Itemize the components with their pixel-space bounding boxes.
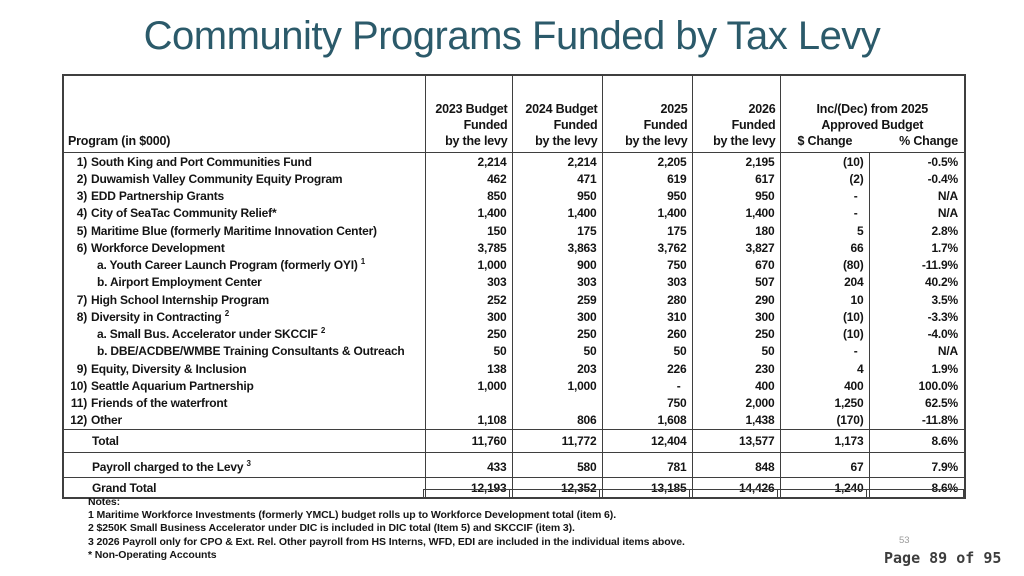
value-cell: (10) [780,326,869,343]
value-cell: 1.9% [931,361,958,376]
value-cell: 7.9% [869,453,964,478]
value-cell: 250 [692,326,780,343]
value-cell: -3.3% [927,309,958,324]
value-cell: 50 [425,343,512,360]
value-cell: (2) [780,170,869,187]
value-cell: 750 [602,395,692,412]
program-label: b. Airport Employment Center [64,274,425,291]
page-number-small: 53 [899,535,910,546]
value-cell: 203 [512,360,602,377]
table-row [64,153,964,171]
value-cell: 50 [602,343,692,360]
table-row [64,205,964,222]
column-header-2024-budget: 2024 Budget Funded by the levy [512,76,602,153]
value-cell: 1,240 [780,478,869,498]
value-cell: 3,863 [512,239,602,256]
value-cell: 781 [602,453,692,478]
value-cell: 250 [512,326,602,343]
budget-table-grid [64,76,964,497]
value-cell: 2,205 [602,153,692,171]
value-cell: - [780,205,869,222]
value-cell: 50 [512,343,602,360]
value-cell: 2.8% [931,223,958,238]
program-label: 1) South King and Port Communities Fund [64,153,425,171]
table-row [64,274,964,291]
table-row [64,453,964,478]
value-cell: 1,000 [512,377,602,394]
value-cell: -11.8% [921,413,958,428]
value-cell: 848 [692,453,780,478]
table-row [64,188,964,205]
value-cell: 950 [602,188,692,205]
column-header-2023-budget: 2023 Budget Funded by the levy [425,76,512,153]
value-cell: N/A [937,344,958,359]
value-cell: 5 [780,222,869,239]
value-cell: 180 [692,222,780,239]
value-cell: (10) [780,308,869,325]
notes [88,496,685,562]
value-cell: 2,214 [425,153,512,171]
value-cell: 300 [692,308,780,325]
value-cell: 303 [425,274,512,291]
value-cell: 230 [692,360,780,377]
value-cell: (80) [780,257,869,274]
value-cell: 260 [602,326,692,343]
value-cell: 1,400 [692,205,780,222]
program-label: Grand Total [64,478,425,498]
program-label: 7) High School Internship Program [64,291,425,308]
value-cell: N/A [937,189,958,204]
value-cell: - [602,377,692,394]
value-cell: 619 [602,170,692,187]
value-cell: 1.7% [931,240,958,255]
value-cell: -0.5% [927,154,958,169]
value-cell: 226 [602,360,692,377]
program-label: b. DBE/ACDBE/WMBE Training Consultants & Outreach [64,343,425,360]
value-cell: 8.6% [931,480,958,495]
table-row [64,343,964,360]
value-cell: (170) [780,412,869,430]
value-cell: 13,185 [602,478,692,498]
note-line: * Non-Operating Accounts [88,548,217,561]
value-cell: 8.6% [869,430,964,453]
value-cell: 1,108 [425,412,512,430]
value-cell: - [780,343,869,360]
percent-change-label: % Change [899,134,958,148]
page-number: Page 89 of 95 [884,549,1002,567]
value-cell: 2,214 [512,153,602,171]
value-cell: 11,772 [512,430,602,453]
value-cell: N/A [937,206,958,221]
value-cell [425,395,512,412]
value-cell: 310 [602,308,692,325]
column-header-program: Program (in $000) [64,76,425,153]
value-cell: 471 [512,170,602,187]
program-label: 10) Seattle Aquarium Partnership [64,377,425,394]
value-cell: 1,400 [425,205,512,222]
table-row [64,326,964,343]
table-row [64,170,964,187]
value-cell: 900 [512,257,602,274]
value-cell: 150 [425,222,512,239]
value-cell: 670 [692,257,780,274]
program-label: 12) Other [64,412,425,430]
page-title: Community Programs Funded by Tax Levy [143,14,881,58]
value-cell: 40.2% [924,275,958,290]
value-cell: 1,400 [602,205,692,222]
program-label: a. Youth Career Launch Program (formerly OYI) $^1$ [64,257,425,274]
note-line: 3 2026 Payroll only for CPO & Ext. Rel. Other payroll from HS Interns, WFD, EDI are included in the individual items above. [88,535,685,548]
table-row [64,412,964,430]
value-cell: 300 [425,308,512,325]
table-row [64,377,964,394]
note-line: 2 $250K Small Business Accelerator under DIC is included in DIC total (Item 5) and SKCCIF (item 3). [88,522,575,535]
program-label: Payroll charged to the Levy $^3$ [64,453,425,478]
value-cell: 617 [692,170,780,187]
value-cell: 12,404 [602,430,692,453]
table-row [64,430,964,453]
program-label: 4) City of SeaTac Community Relief* [64,205,425,222]
table-row [64,222,964,239]
value-cell: 12,193 [425,478,512,498]
value-cell: 1,438 [692,412,780,430]
value-cell: 13,577 [692,430,780,453]
value-cell: 1,400 [512,205,602,222]
value-cell: 3,827 [692,239,780,256]
value-cell: 290 [692,291,780,308]
value-cell: 12,352 [512,478,602,498]
value-cell: 1,000 [425,377,512,394]
value-cell: 303 [602,274,692,291]
value-cell: 2,000 [692,395,780,412]
value-cell: -0.4% [927,171,958,186]
table-row [64,239,964,256]
value-cell: 1,608 [602,412,692,430]
value-cell: 204 [780,274,869,291]
table-row [64,360,964,377]
program-label: 9) Equity, Diversity & Inclusion [64,360,425,377]
program-label: 3) EDD Partnership Grants [64,188,425,205]
value-cell: 67 [780,453,869,478]
value-cell: 138 [425,360,512,377]
value-cell: 1,000 [425,257,512,274]
value-cell: 1,173 [780,430,869,453]
note-line: 1 Maritime Workforce Investments (formerly YMCL) budget rolls up to Workforce Development total (item 6). [88,509,617,522]
budget-table [62,74,966,499]
value-cell: 300 [512,308,602,325]
value-cell: 1,250 [780,395,869,412]
value-cell: 3,785 [425,239,512,256]
value-cell: 66 [780,239,869,256]
value-cell: 433 [425,453,512,478]
incdec-subheaders [781,133,965,149]
column-header-incdec: Inc/(Dec) from 2025 Approved Budget $ Change % Change [780,76,964,153]
table-row [64,395,964,412]
value-cell: 462 [425,170,512,187]
value-cell: 950 [692,188,780,205]
value-cell: 400 [692,377,780,394]
program-label: 8) Diversity in Contracting $^2$ [64,308,425,325]
value-cell: - [780,188,869,205]
table-row [64,257,964,274]
value-cell: 62.5% [924,396,958,411]
program-label: a. Small Bus. Accelerator under SKCCIF $^2$ [64,326,425,343]
value-cell: 10 [780,291,869,308]
value-cell: 507 [692,274,780,291]
value-cell: (10) [780,153,869,171]
notes-heading: Notes: [88,496,121,508]
table-row [64,308,964,325]
header-row [64,76,964,153]
value-cell: 950 [512,188,602,205]
program-label: 5) Maritime Blue (formerly Maritime Innovation Center) [64,222,425,239]
value-cell: 303 [512,274,602,291]
column-header-2025: 2025 Funded by the levy [602,76,692,153]
value-cell [512,395,602,412]
value-cell: 4 [780,360,869,377]
table-row [64,291,964,308]
value-cell: 280 [602,291,692,308]
value-cell: 750 [602,257,692,274]
value-cell: 3,762 [602,239,692,256]
dollar-change-label: $ Change [797,134,853,148]
value-cell: 580 [512,453,602,478]
value-cell: 3.5% [931,292,958,307]
value-cell: 50 [692,343,780,360]
value-cell: 175 [602,222,692,239]
value-cell: 100.0% [918,378,958,393]
value-cell: 11,760 [425,430,512,453]
value-cell: 252 [425,291,512,308]
value-cell: -11.9% [921,258,958,273]
value-cell: 806 [512,412,602,430]
value-cell: 250 [425,326,512,343]
program-label: Total [64,430,425,453]
program-label: 6) Workforce Development [64,239,425,256]
value-cell: 2,195 [692,153,780,171]
value-cell: 14,426 [692,478,780,498]
value-cell: 175 [512,222,602,239]
value-cell: -4.0% [927,327,958,342]
program-label: 11) Friends of the waterfront [64,395,425,412]
value-cell: 259 [512,291,602,308]
column-header-2026: 2026 Funded by the levy [692,76,780,153]
value-cell: 400 [780,377,869,394]
program-label: 2) Duwamish Valley Community Equity Program [64,170,425,187]
value-cell: 850 [425,188,512,205]
